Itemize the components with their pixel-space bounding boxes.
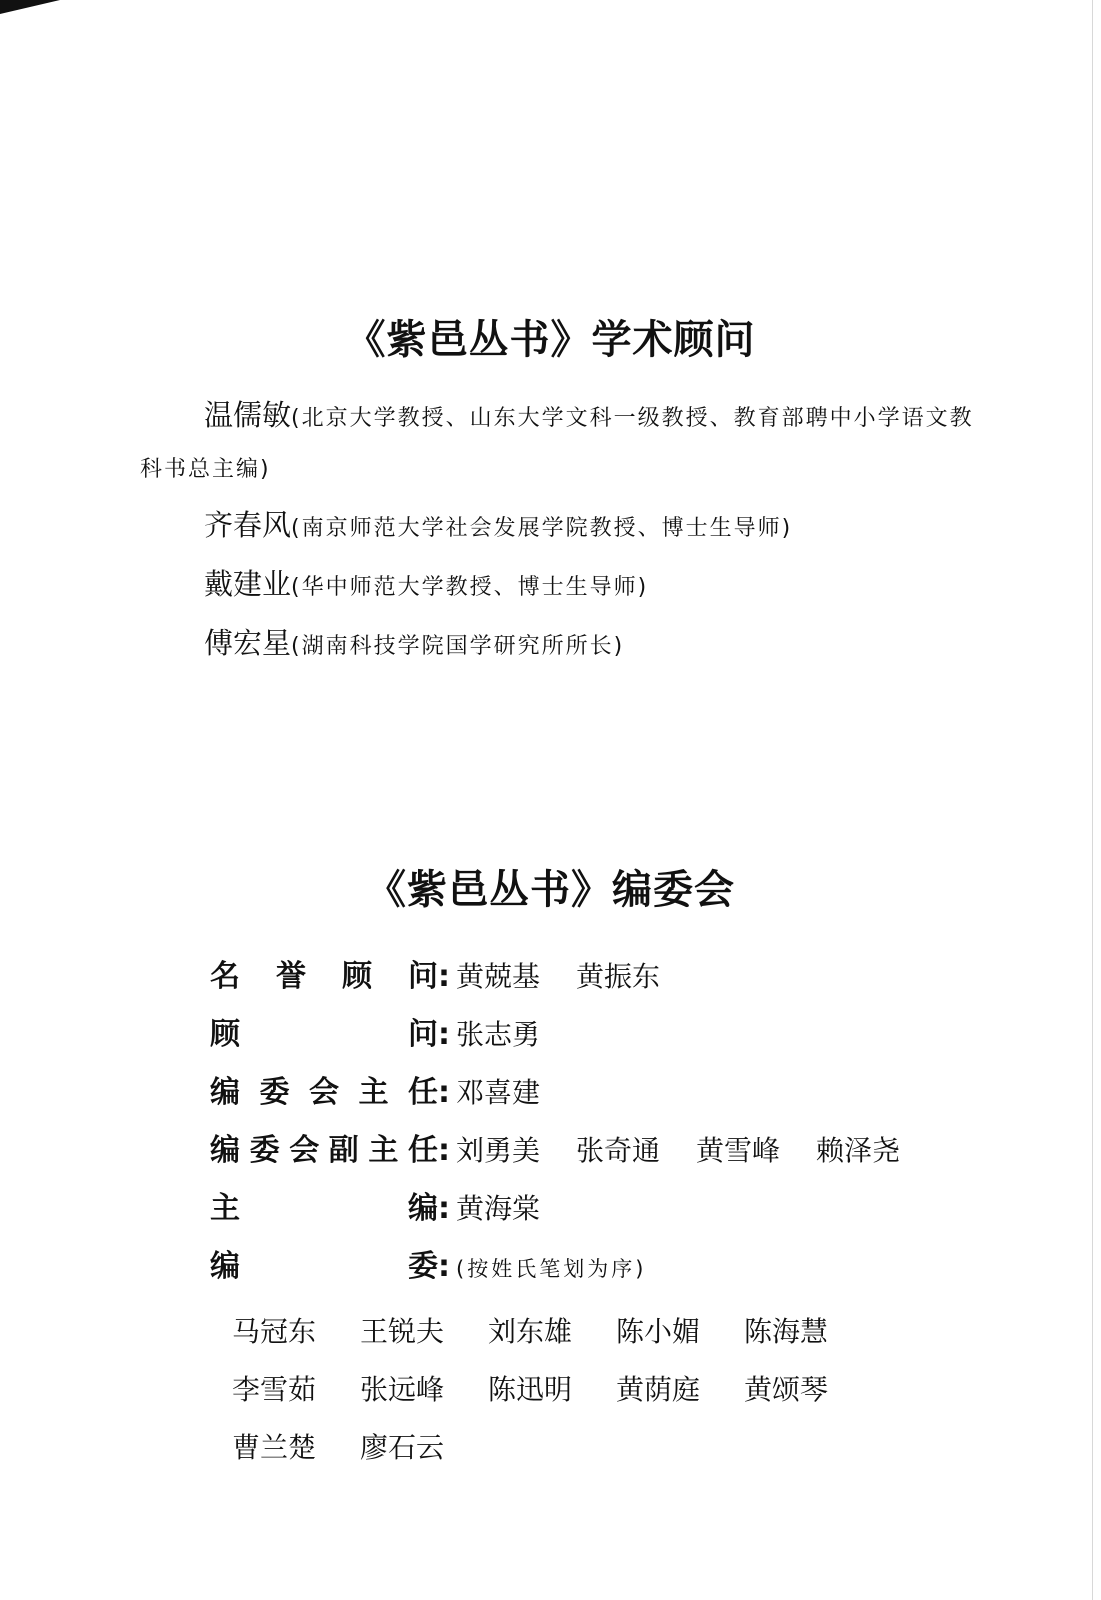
advisor-description: (华中师范大学教授、博士生导师): [291, 575, 649, 600]
role-row: [210, 1064, 990, 1122]
role-person-name: 张志勇: [456, 1018, 541, 1051]
page-edge: [1092, 0, 1093, 1600]
role-label-char: 主: [358, 1075, 389, 1110]
role-person-name: 黄兢基: [456, 960, 541, 993]
advisor-name: 戴建业: [204, 567, 292, 601]
role-label-char: 编: [210, 1075, 240, 1110]
role-label-char: 编: [210, 1133, 240, 1168]
advisor-name: 温儒敏: [204, 398, 292, 432]
role-person-name: 刘勇美: [456, 1134, 541, 1167]
role-label-char: 委: [259, 1075, 290, 1110]
role-row: [210, 1180, 990, 1238]
board-member-name: 黄荫庭: [616, 1373, 701, 1406]
role-names: [456, 1064, 576, 1122]
role-label-char: 会: [309, 1075, 339, 1110]
role-row: [210, 1006, 990, 1064]
board-member-name: 马冠东: [232, 1315, 317, 1348]
board-member-name: 刘东雄: [488, 1315, 573, 1348]
advisor-entry: [140, 559, 985, 614]
role-row: [210, 948, 990, 1006]
role-person-name: 张奇通: [576, 1134, 661, 1167]
role-label-char: 顾: [210, 1017, 240, 1052]
board-member-name: 陈小媚: [616, 1315, 701, 1348]
board-member-name: 张远峰: [360, 1373, 445, 1406]
scan-corner-mark: [0, 0, 60, 14]
role-label-char: 任: [407, 1133, 438, 1168]
advisor-name: 齐春风: [204, 508, 292, 542]
role-label-char: 会: [289, 1133, 320, 1168]
role-note: (按姓氏笔划为序): [456, 1257, 647, 1281]
role-names: [456, 1122, 936, 1180]
role-row: [210, 1238, 990, 1296]
role-label-char: 委: [408, 1249, 438, 1284]
role-label: [210, 1064, 438, 1122]
role-colon: :: [438, 1017, 450, 1052]
role-colon: :: [438, 1249, 450, 1284]
board-member-name: 陈迅明: [488, 1373, 573, 1406]
role-label: [210, 1122, 438, 1180]
role-label: [210, 1006, 438, 1064]
advisor-entry: [140, 618, 985, 673]
board-member-name: 陈海慧: [744, 1315, 829, 1348]
role-label-char: 任: [408, 1075, 438, 1110]
role-label-char: 编: [408, 1191, 438, 1226]
advisor-entry: [140, 500, 985, 555]
role-colon: :: [438, 959, 450, 994]
role-label-char: 誉: [276, 959, 306, 994]
role-names: [456, 1240, 682, 1298]
role-person-name: 赖泽尧: [816, 1134, 901, 1167]
role-row: [210, 1122, 990, 1180]
role-label-char: 主: [368, 1133, 399, 1168]
role-label: [210, 1180, 438, 1238]
advisor-description: (北京大学教授、山东大学文科一级教授、教育部聘中小学语文教科书总主编): [140, 406, 974, 482]
advisor-description: (湖南科技学院国学研究所所长): [291, 634, 625, 659]
editorial-board: [210, 948, 990, 1296]
board-title: 《紫邑丛书》编委会: [366, 866, 735, 913]
advisor-list: [140, 390, 985, 677]
role-names: [456, 1180, 576, 1238]
role-person-name: 黄海棠: [456, 1192, 541, 1225]
role-names: [456, 1006, 576, 1064]
board-member-name: 廖石云: [360, 1431, 445, 1464]
board-member-name: 王锐夫: [360, 1315, 445, 1348]
advisor-entry: [140, 390, 985, 496]
role-label-char: 委: [249, 1133, 280, 1168]
role-label: [210, 948, 438, 1006]
role-label-char: 编: [210, 1249, 240, 1284]
role-label-char: 名: [210, 959, 240, 994]
role-label-char: 问: [408, 1017, 438, 1052]
role-person-name: 黄雪峰: [696, 1134, 781, 1167]
role-label-char: 问: [408, 959, 438, 994]
board-member-name: 曹兰楚: [232, 1431, 317, 1464]
board-member-name: 黄颂琴: [744, 1373, 829, 1406]
role-person-name: 邓喜建: [456, 1076, 541, 1109]
role-label: [210, 1238, 438, 1296]
role-label-char: 副: [328, 1133, 359, 1168]
role-label-char: 主: [210, 1191, 240, 1226]
role-colon: :: [438, 1075, 450, 1110]
role-person-name: 黄振东: [576, 960, 661, 993]
advisors-title: 《紫邑丛书》学术顾问: [345, 316, 756, 363]
advisor-name: 傅宏星: [204, 626, 292, 660]
role-label-char: 顾: [342, 959, 372, 994]
role-names: [456, 948, 696, 1006]
board-member-name: 李雪茹: [232, 1373, 317, 1406]
role-colon: :: [438, 1191, 450, 1226]
board-members: [232, 1306, 932, 1474]
role-colon: :: [438, 1133, 450, 1168]
advisor-description: (南京师范大学社会发展学院教授、博士生导师): [291, 516, 793, 541]
